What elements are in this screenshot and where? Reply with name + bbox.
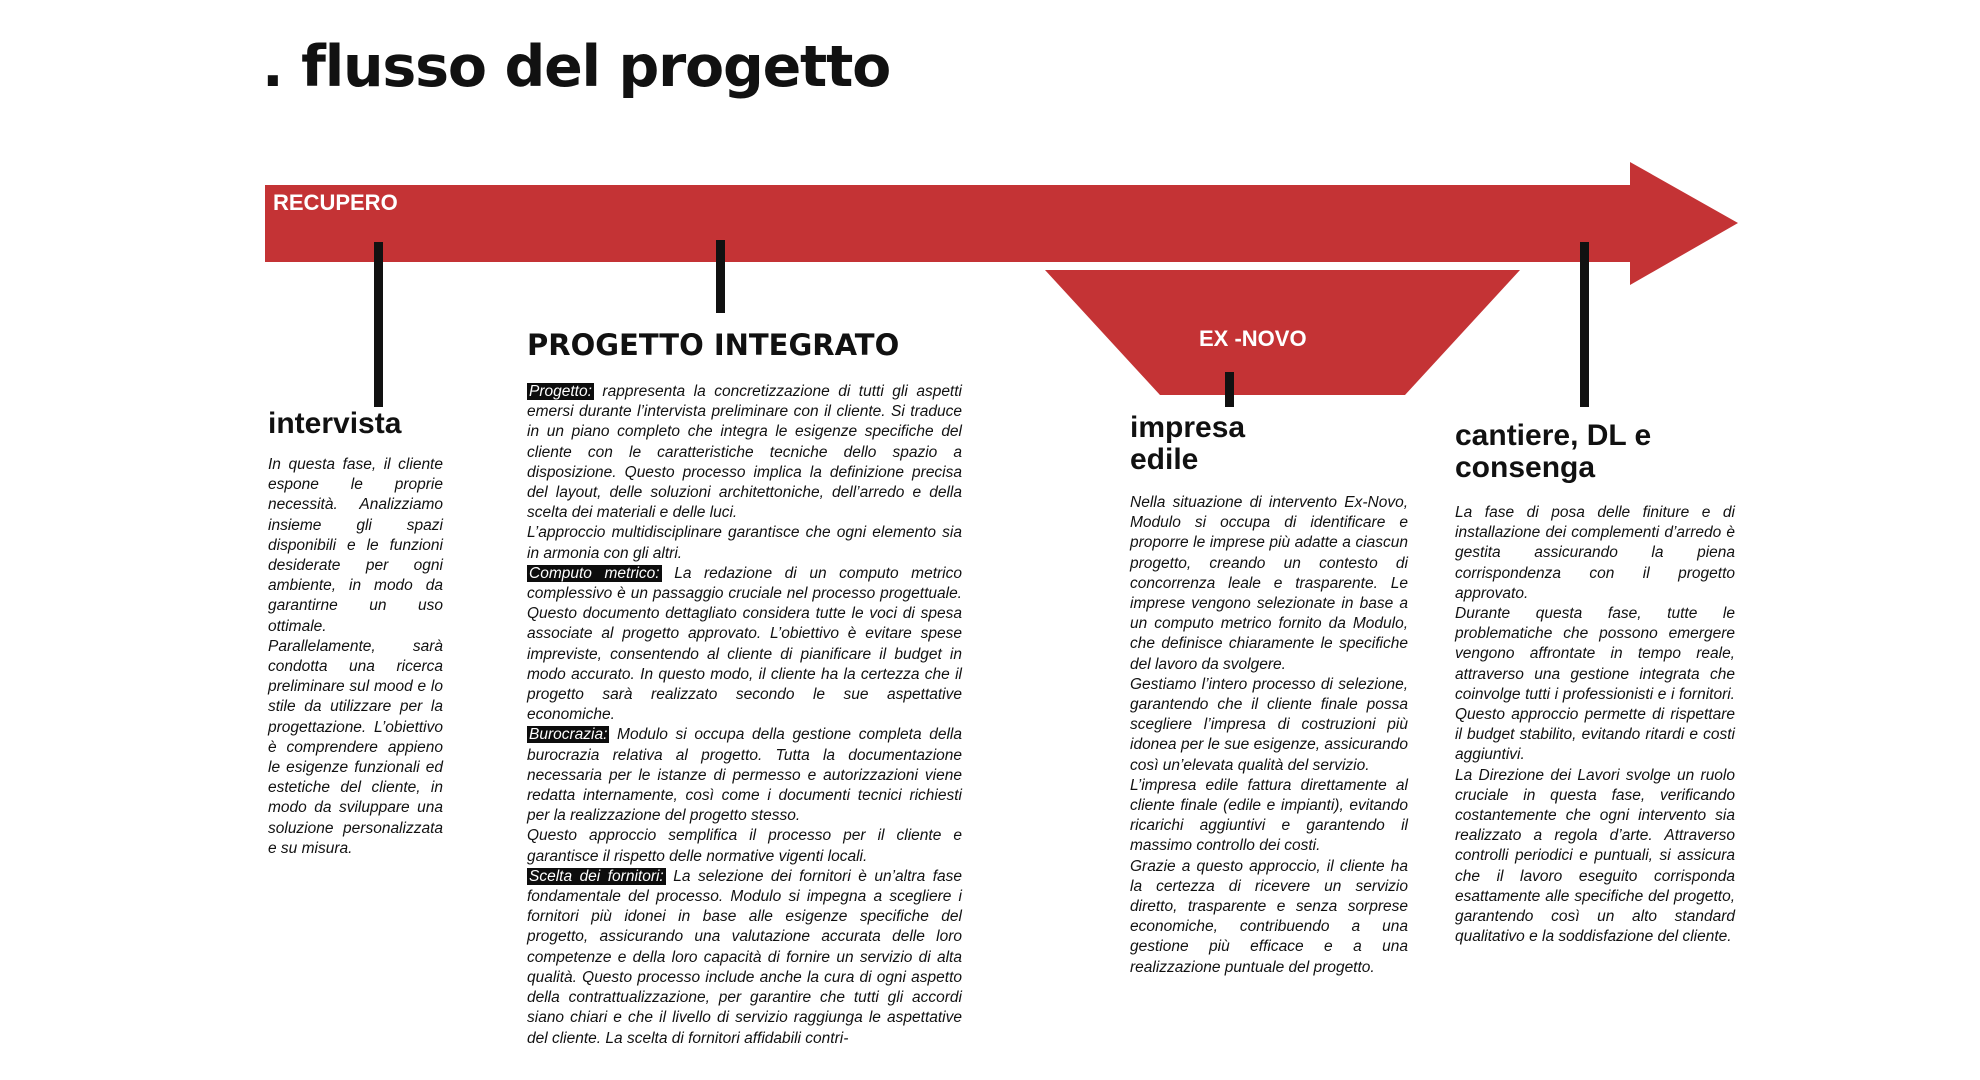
section-tag: Scelta dei fornitori: [529,867,664,885]
phase-title-progetto-integrato: PROGETTO INTEGRATO [527,328,900,362]
title-line: consenga [1455,451,1596,484]
title-line: impresa [1130,411,1246,444]
phase-cantiere [1455,420,1735,947]
main-arrow [265,162,1738,285]
paragraph [527,382,962,523]
milestone-marker-impresa [1225,372,1234,407]
paragraph-text: Questo approccio semplifica il processo per il cliente e garantisce il rispetto delle normative vigenti locali. [527,827,962,865]
paragraph-text: La selezione dei fornitori è un’altra fase fondamentale del processo. Modulo si impegna a scegliere i fornitori più idonei in base alle esigenze specifiche del progetto, assicurando una valutazione accurata delle loro competenze e della loro capacità di fornire un servizio di alta qualità. Questo processo include anche la cura di ogni aspetto della contrattualizzazione, per garantire che tutti gli accordi siano chiari e che il livello di servizio raggiunga le aspettative del cliente. La scelta di fornitori affidabili contri- [527,867,962,1047]
title-line: cantiere, DL e [1455,419,1652,452]
paragraph: Durante questa fase, tutte le problematiche che possono emergere vengono affrontate in tempo reale, attraverso una gestione integrata che coinvolge tutti i professionisti e i fornitori. Questo approccio permette di rispettare il budget stabilito, evitando ritardi e costi aggiuntivi. [1455,605,1735,764]
paragraph: La fase di posa delle finiture e di installazione dei complementi d’arredo è gestita assicurando la piena corrispondenza con il progetto approvato. [1455,504,1735,602]
section-tag: Progetto: [529,383,592,400]
paragraph-text: L’approccio multidisciplinare garantisce che ogni elemento sia in armonia con gli altri. [527,524,962,562]
paragraph: La Direzione dei Lavori svolge un ruolo cruciale in questa fase, verificando costantemente che ogni intervento sia realizzato a regola d’arte. Attraverso controlli periodici e puntuali, si assicura che il lavoro eseguito corrisponda esattamente alle specifiche del progetto, garantendo così un alto standard qualitativo e la soddisfazione del cliente. [1455,766,1735,946]
phase-body-cantiere [1455,503,1735,947]
paragraph: Gestiamo l’intero processo di selezione, garantendo che il cliente finale possa scegliere l’impresa di costruzioni più idonea per le sue esigenze, assicurando così un’elevata qualità del servizio. [1130,675,1408,774]
paragraph: In questa fase, il cliente espone le proprie necessità. Analizziamo insieme gli spazi disponibili e le funzioni desiderate per ogni ambiente, in modo da garantirne un uso ottimale. [268,456,443,635]
phase-title-intervista: intervista [268,407,402,440]
branch-label: EX -NOVO [1199,326,1307,351]
phase-body-intervista [268,455,443,859]
phase-body-impresa-edile [1130,493,1408,978]
milestone-marker-cantiere [1580,242,1589,407]
paragraph [527,564,962,726]
paragraph: L’impresa edile fattura direttamente al cliente finale (edile e impianti), evitando ricarichi aggiuntivi e garantendo il massimo controllo dei costi. [1130,776,1408,855]
title-line: edile [1130,443,1199,476]
phase-title-cantiere [1455,420,1735,484]
paragraph: Parallelamente, sarà condotta una ricerca preliminare sul mood e lo stile da utilizzare per la progettazione. L’obiettivo è comprendere appieno le esigenze funzionali ed estetiche del cliente, in modo da sviluppare una soluzione personalizzata e su misura. [268,637,443,857]
paragraph [527,826,962,866]
page-title: . flusso del progetto [262,34,891,100]
paragraph-text: La redazione di un computo metrico complessivo è un passaggio cruciale nel processo progettuale. Questo documento dettagliato considera tutte le voci di spesa associate al progetto approvato. L’obiettivo è evitare spese impreviste, consentendo al cliente di pianificare il budget in modo accurato. In questo modo, il cliente ha la certezza che il progetto sarà realizzato secondo le sue aspettative economiche. [527,564,962,724]
section-tag: Computo metrico: [529,564,660,582]
phase-title-impresa-edile [1130,412,1408,476]
paragraph-text: Modulo si occupa della gestione completa della burocrazia relativa al progetto. Tutta la documentazione necessaria per le istanze di permesso e autorizzazioni viene redatta internamente, così come i documenti tecnici richiesti per la realizzazione del progetto stesso. [527,726,962,825]
paragraph-text: rappresenta la concretizzazione di tutti gli aspetti emersi durante l’intervista preliminare con il cliente. Si traduce in un piano completo che integra le esigenze specifiche del cliente con le caratteristiche tecniche dello spazio a disposizione. Questo processo implica la definizione precisa del layout, delle soluzioni architettoniche, dell’arredo e della scelta dei materiali e delle luci. [527,383,962,522]
paragraph: Nella situazione di intervento Ex-Novo, Modulo si occupa di identificare e proporre le imprese più adatte a ciascun progetto, creando un contesto di concorrenza leale e trasparente. Le imprese vengono selezionate in base a un computo metrico fornito da Modulo, che definisce chiaramente le specifiche del lavoro da svolgere. [1130,494,1408,673]
paragraph [527,725,962,826]
milestone-marker-intervista [374,242,383,407]
phase-progetto-integrato [527,328,962,1049]
section-tag: Burocrazia: [529,726,608,744]
phase-body-progetto-integrato [527,382,962,1049]
milestone-marker-progetto [716,240,725,313]
main-band-label: RECUPERO [273,190,398,215]
phase-impresa-edile [1130,412,1408,978]
paragraph [527,523,962,563]
paragraph [527,867,962,1049]
paragraph: Grazie a questo approccio, il cliente ha la certezza di ricevere un servizio diretto, trasparente e senza sorprese economiche, contribuendo a una gestione più efficace e a una realizzazione puntuale del progetto. [1130,857,1408,976]
phase-intervista [268,408,443,859]
